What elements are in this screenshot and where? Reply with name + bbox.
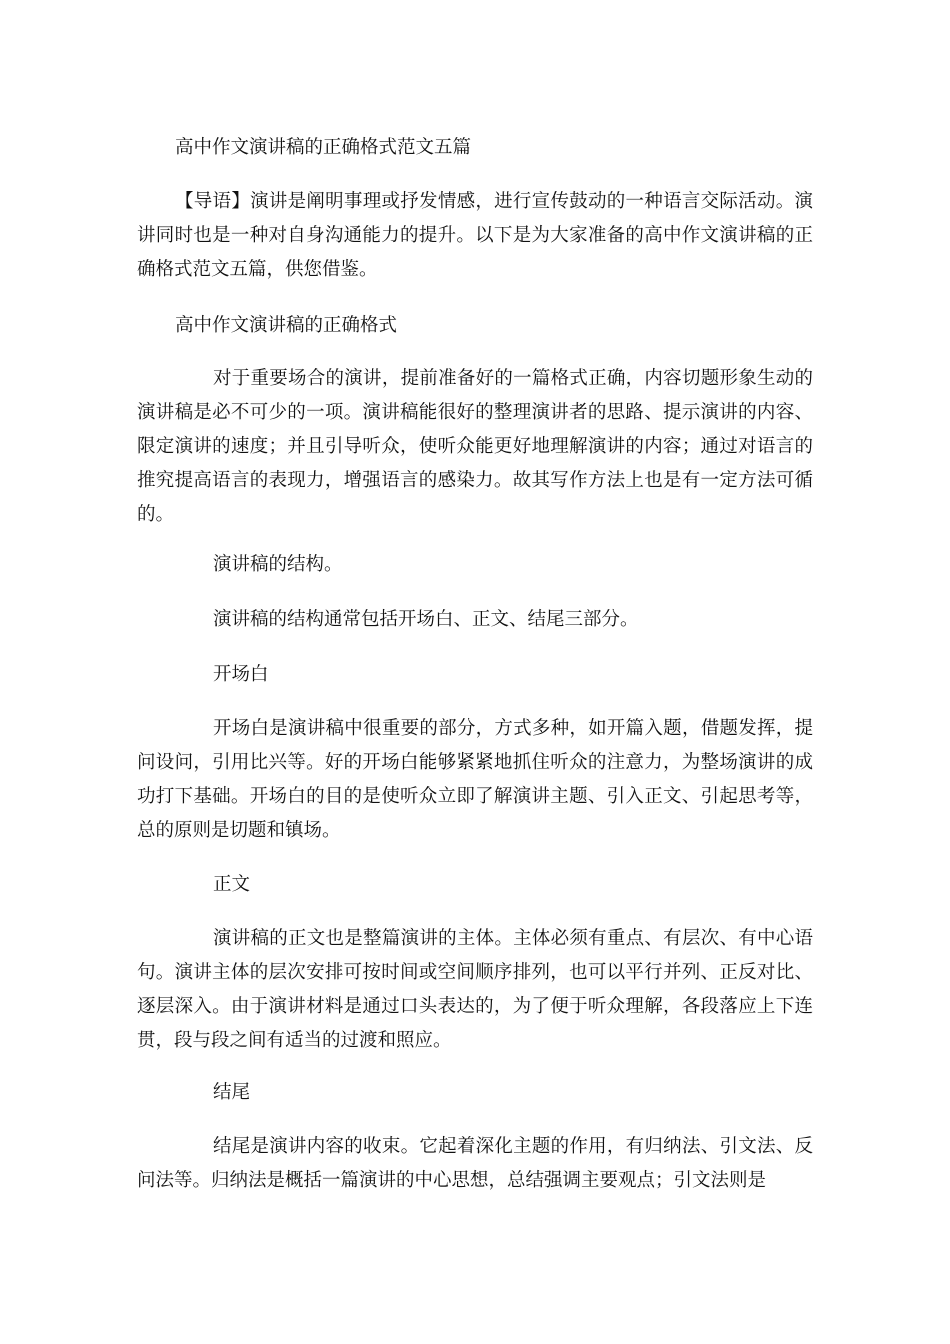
main-paragraph: 演讲稿的正文也是整篇演讲的主体。主体必须有重点、有层次、有中心语句。演讲主体的层次安排可按时间或空间顺序排列，也可以平行并列、正反对比、逐层深入。由于演讲材料是通过口头表达的，为了便于听众理解，各段落应上下连贯，段与段之间有适当的过渡和照应。	[137, 928, 813, 1051]
structure-text: 演讲稿的结构通常包括开场白、正文、结尾三部分。	[213, 609, 639, 630]
structure-heading: 演讲稿的结构。	[213, 554, 343, 575]
ending-heading: 结尾	[213, 1082, 251, 1103]
document-title: 高中作文演讲稿的正确格式范文五篇	[175, 137, 472, 158]
opening-paragraph: 开场白是演讲稿中很重要的部分，方式多种，如开篇入题，借题发挥，提问设问，引用比兴等。好的开场白能够紧紧地抓住听众的注意力，为整场演讲的成功打下基础。开场白的目的是使听众立即了解演讲主题、引入正文、引起思考等，总的原则是切题和镇场。	[137, 718, 813, 841]
paragraph-overview: 对于重要场合的演讲，提前准备好的一篇格式正确，内容切题形象生动的演讲稿是必不可少的一项。演讲稿能很好的整理演讲者的思路、提示演讲的内容、限定演讲的速度；并且引导听众，使听众能更好地理解演讲的内容；通过对语言的推究提高语言的表现力，增强语言的感染力。故其写作方法上也是有一定方法可循的。	[137, 368, 813, 525]
intro-paragraph: 【导语】演讲是阐明事理或抒发情感，进行宣传鼓动的一种语言交际活动。演讲同时也是一种对自身沟通能力的提升。以下是为大家准备的高中作文演讲稿的正确格式范文五篇，供您借鉴。	[137, 191, 813, 280]
main-heading: 正文	[213, 874, 251, 895]
opening-heading: 开场白	[213, 664, 269, 685]
section-heading: 高中作文演讲稿的正确格式	[175, 315, 398, 336]
ending-paragraph: 结尾是演讲内容的收束。它起着深化主题的作用，有归纳法、引文法、反问法等。归纳法是概括一篇演讲的中心思想，总结强调主要观点；引文法则是	[137, 1136, 813, 1191]
